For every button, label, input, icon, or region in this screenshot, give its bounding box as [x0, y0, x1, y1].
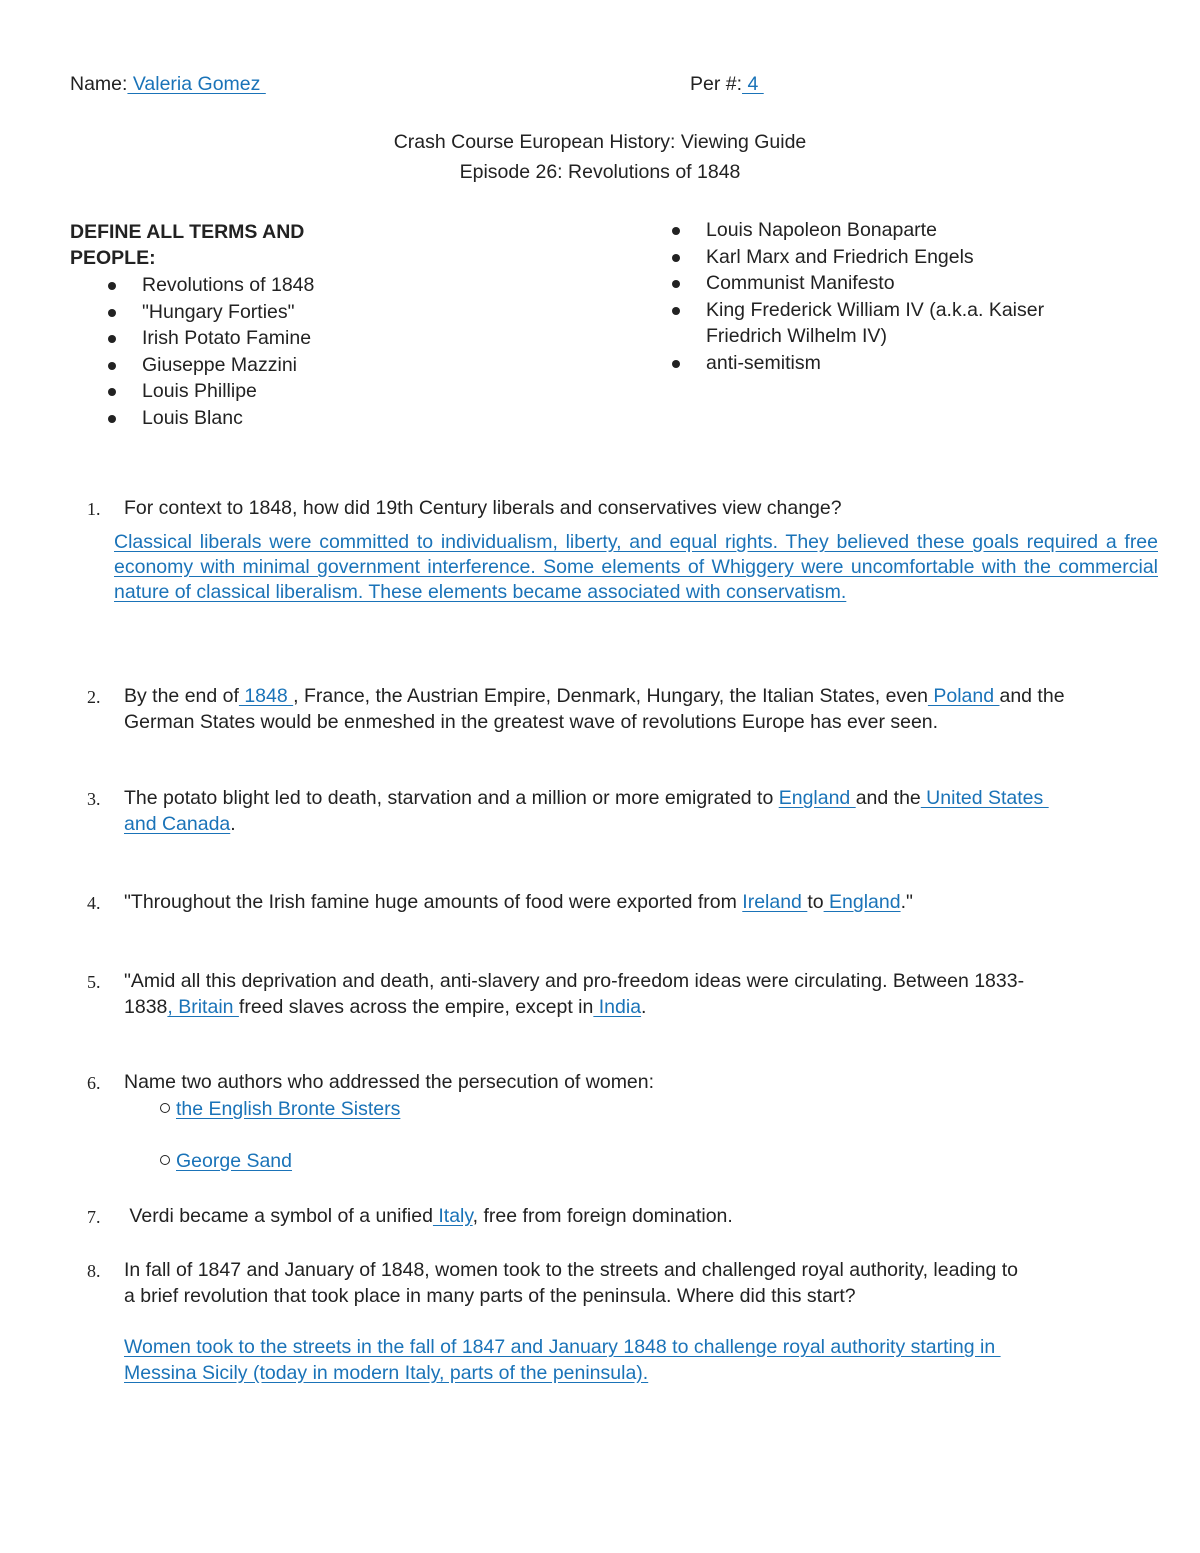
question-8-text	[124, 1258, 1018, 1309]
question-4-text	[124, 890, 913, 916]
q8-answer-line-2: Messina Sicily (today in modern Italy, parts of the peninsula).	[124, 1361, 649, 1384]
term-item: anti-semitism	[672, 350, 1102, 377]
q2-text-a: By the end of	[124, 685, 239, 707]
question-5-text	[124, 969, 1024, 1020]
term-item: King Frederick William IV (a.k.a. Kaiser Friedrich Wilhelm IV)	[672, 297, 1102, 350]
period-label: Per #:	[690, 73, 743, 95]
q8-line-1: In fall of 1847 and January of 1848, women took to the streets and challenged royal authority, leading to	[124, 1259, 1018, 1281]
q6-answer-1: the English Bronte Sisters	[176, 1098, 401, 1120]
q3-answer-3: and Canada	[124, 812, 231, 835]
q3-text-b: and the	[855, 787, 921, 809]
period-row	[690, 73, 764, 96]
question-6-text: Name two authors who addressed the persecution of women:	[124, 1071, 655, 1093]
question-8-answer	[124, 1335, 1001, 1386]
q4-text-c: ."	[900, 891, 913, 913]
term-item: Karl Marx and Friedrich Engels	[672, 244, 1102, 271]
q6-answer-2: George Sand	[176, 1150, 293, 1172]
question-number: 2.	[87, 687, 101, 707]
q6-answer-item	[160, 1098, 400, 1121]
period-number: 4	[742, 73, 764, 95]
q8-answer-line-1: Women took to the streets in the fall of 1847 and January 1848 to challenge royal authority starting in	[124, 1336, 1001, 1358]
q3-text-c: .	[230, 812, 236, 835]
document-title: Crash Course European History: Viewing Guide	[393, 131, 807, 153]
term-item: Louis Napoleon Bonaparte	[672, 217, 1102, 244]
term-item: "Hungary Forties"	[108, 299, 314, 326]
term-item: Louis Phillipe	[108, 378, 314, 405]
terms-heading: DEFINE ALL TERMS AND PEOPLE:	[70, 221, 305, 269]
q2-text-b: , France, the Austrian Empire, Denmark, Hungary, the Italian States, even	[293, 685, 928, 707]
q5-text-c: .	[641, 995, 647, 1018]
question-3-text	[124, 786, 1049, 837]
q4-text-b: to	[807, 891, 824, 913]
question-1-text: For context to 1848, how did 19th Century liberals and conservatives view change?	[124, 497, 842, 519]
q2-text-c: and the	[999, 685, 1065, 707]
question-number: 4.	[87, 893, 101, 913]
term-item: Louis Blanc	[108, 405, 314, 432]
name-row	[70, 73, 266, 96]
circle-bullet-icon	[160, 1155, 170, 1165]
term-item: Revolutions of 1848	[108, 272, 314, 299]
q2-answer-year: 1848	[238, 685, 294, 707]
circle-bullet-icon	[160, 1103, 170, 1113]
q8-line-2: a brief revolution that took place in many parts of the peninsula. Where did this start?	[124, 1284, 856, 1307]
q5-text-b: freed slaves across the empire, except in	[238, 995, 594, 1018]
question-2-text	[124, 684, 1065, 735]
q2-line-2: German States would be enmeshed in the greatest wave of revolutions Europe has ever seen.	[124, 710, 939, 733]
q5-answer-1: , Britain	[167, 995, 239, 1018]
terms-list-left	[108, 272, 314, 432]
q3-answer-2: United States	[920, 787, 1049, 809]
q4-answer-1: Ireland	[742, 891, 808, 913]
q7-text-b: , free from foreign domination.	[472, 1205, 733, 1227]
question-number: 3.	[87, 789, 101, 809]
q5-line-1: "Amid all this deprivation and death, anti-slavery and pro-freedom ideas were circulating. Between 1833-	[124, 970, 1025, 992]
question-number: 1.	[87, 499, 101, 519]
question-number: 5.	[87, 972, 101, 992]
q3-answer-1: England	[778, 787, 856, 809]
term-item: Giuseppe Mazzini	[108, 352, 314, 379]
question-number: 6.	[87, 1073, 101, 1093]
q5-answer-2: India	[593, 995, 642, 1018]
question-number: 7.	[87, 1207, 101, 1227]
q7-text-a: Verdi became a symbol of a unified	[124, 1205, 433, 1227]
q3-text-a: The potato blight led to death, starvation and a million or more emigrated to	[124, 787, 779, 809]
question-7-text	[124, 1204, 733, 1230]
term-item: Irish Potato Famine	[108, 325, 314, 352]
q6-answer-item	[160, 1150, 292, 1173]
episode-title: Episode 26: Revolutions of 1848	[459, 161, 741, 183]
student-name: Valeria Gomez	[127, 73, 266, 95]
question-number: 8.	[87, 1261, 101, 1281]
question-1-answer: Classical liberals were committed to individualism, liberty, and equal rights. They believed these goals required a free economy with minimal government interference. Some elements of Whiggery were uncomfortable with the commercial nature of classical liberalism. These elements became associated with conservatism.	[114, 531, 1158, 603]
q4-text-a: "Throughout the Irish famine huge amounts of food were exported from	[124, 891, 743, 913]
q7-answer: Italy	[432, 1205, 473, 1227]
name-label: Name:	[70, 73, 128, 95]
q5-text-a: 1838	[124, 995, 168, 1018]
terms-list-right	[672, 217, 1102, 376]
term-item: Communist Manifesto	[672, 270, 1102, 297]
q4-answer-2: England	[823, 891, 901, 913]
q2-answer-country: Poland	[927, 685, 1000, 707]
